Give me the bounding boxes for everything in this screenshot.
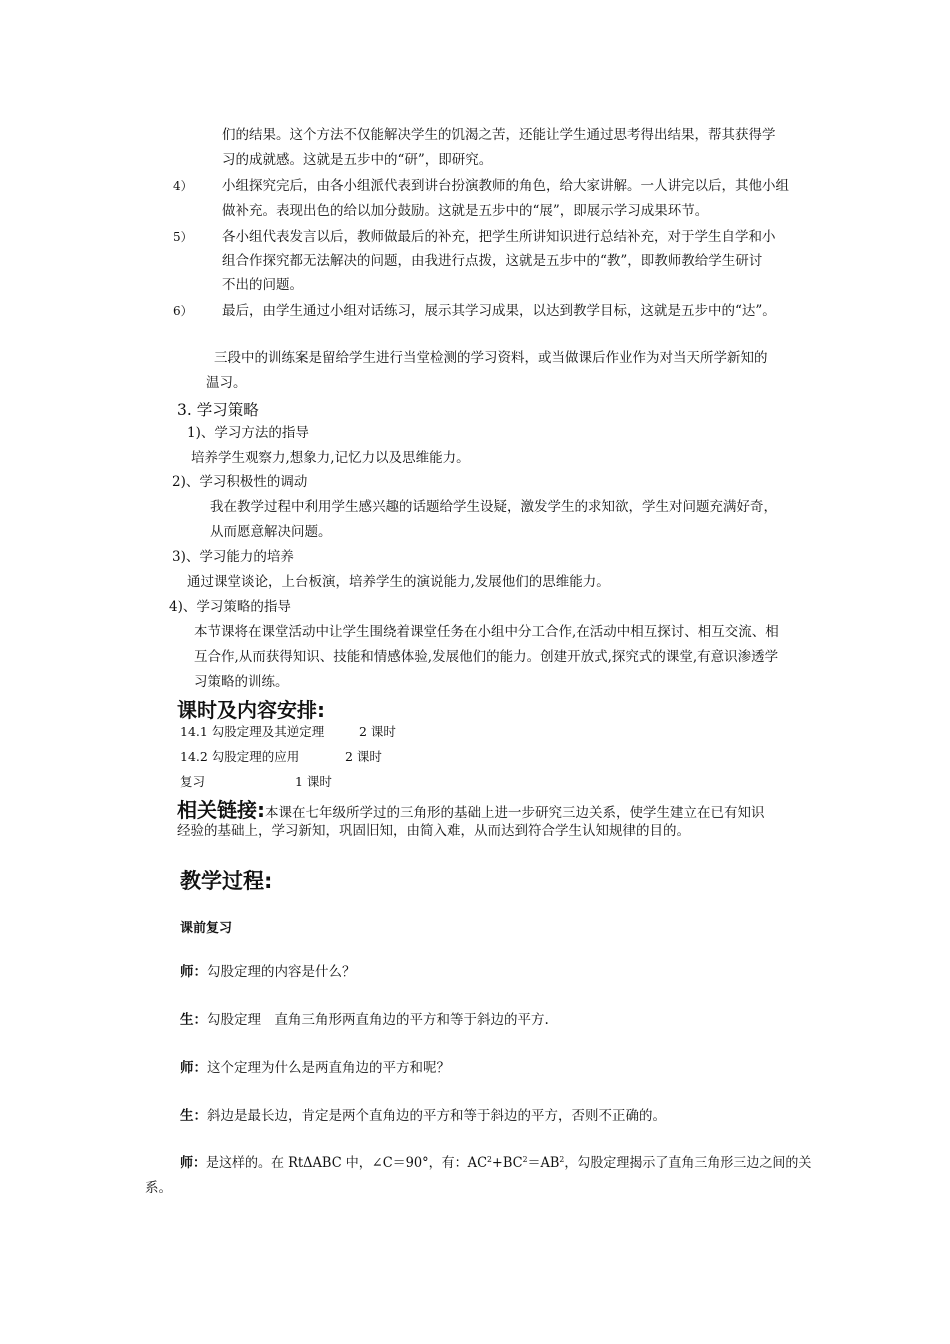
- continuation-line-2: 习的成就感。这就是五步中的“研”，即研究。: [222, 152, 493, 168]
- strategy-item-text: 习策略的训练。: [194, 674, 289, 690]
- strategy-item-text: 从而愿意解决问题。: [210, 524, 332, 540]
- dialogue-speaker: 师：: [180, 1060, 207, 1076]
- strategy-item-text: 通过课堂谈论，上台板演，培养学生的演说能力,发展他们的思维能力。: [187, 574, 610, 590]
- schedule-row-name: 14.1 勾股定理及其逆定理: [180, 724, 325, 739]
- process-subheading: 课前复习: [180, 921, 233, 936]
- step-line: 小组探究完后，由各小组派代表到讲台扮演教师的角色，给大家讲解。一人讲完以后，其他小组: [222, 178, 789, 194]
- dialogue-line: [180, 960, 356, 985]
- schedule-row-hours: 2 课时: [359, 724, 396, 739]
- schedule-row-name: 14.2 勾股定理的应用: [180, 749, 300, 764]
- schedule-row-name: 复习: [180, 774, 206, 789]
- formula-text: ，勾股定理揭示了直角三角形三边之间的关: [564, 1155, 812, 1171]
- dialogue-text: 斜边是最长边，肯定是两个直角边的平方和等于斜边的平方，否则不正确的。: [207, 1108, 666, 1124]
- dialogue-line: [180, 1104, 666, 1129]
- step-line: 不出的问题。: [222, 277, 303, 293]
- schedule-row-hours: 2 课时: [345, 749, 382, 764]
- training-note-line-1: 三段中的训练案是留给学生进行当堂检测的学习资料，或当做课后作业作为对当天所学新知的: [214, 350, 768, 366]
- strategy-item-title: 3)、学习能力的培养: [172, 549, 294, 565]
- dialogue-speaker: 生：: [180, 1108, 207, 1124]
- dialogue-text: 勾股定理的内容是什么？: [207, 964, 356, 980]
- related-line-2: 经验的基础上，学习新知，巩固旧知，由简入难，从而达到符合学生认知规律的目的。: [177, 823, 690, 839]
- step-line: 做补充。表现出色的给以加分鼓励。这就是五步中的“展”，即展示学习成果环节。: [222, 203, 709, 219]
- dialogue-speaker: 生：: [180, 1012, 207, 1028]
- related-heading: 相关链接:: [177, 798, 265, 822]
- training-note-line-2: 温习。: [206, 375, 247, 391]
- dialogue-final-line: [180, 1151, 811, 1176]
- dialogue-speaker: 师：: [180, 964, 207, 980]
- dialogue-speaker: 师：: [180, 1155, 207, 1171]
- dialogue-text: 勾股定理 直角三角形两直角边的平方和等于斜边的平方.: [207, 1012, 549, 1028]
- step-number: 4）: [173, 179, 193, 193]
- superscript: 2: [487, 1155, 492, 1164]
- step-number: 5）: [173, 230, 193, 244]
- continuation-line-1: 们的结果。这个方法不仅能解决学生的饥渴之苦，还能让学生通过思考得出结果，帮其获得学: [222, 127, 776, 143]
- schedule-row-hours: 1 课时: [295, 774, 332, 789]
- dialogue-line: [180, 1008, 549, 1033]
- formula-text: ＝AB: [527, 1155, 560, 1171]
- step-line: 各小组代表发言以后，教师做最后的补充，把学生所讲知识进行总结补充，对于学生自学和小: [222, 229, 776, 245]
- step-line: 最后，由学生通过小组对话练习，展示其学习成果，以达到教学目标，这就是五步中的“达”。: [222, 303, 776, 319]
- strategy-heading: 3. 学习策略: [177, 401, 259, 419]
- related-text: 本课在七年级所学过的三角形的基础上进一步研究三边关系，使学生建立在已有知识: [265, 805, 765, 821]
- dialogue-line: [180, 1056, 450, 1081]
- superscript: 2: [522, 1155, 528, 1164]
- dialogue-final-wrap: 系。: [145, 1180, 172, 1196]
- process-heading: 教学过程:: [180, 869, 273, 893]
- strategy-item-text: 我在教学过程中利用学生感兴趣的话题给学生设疑，激发学生的求知欲，学生对问题充满好奇，: [210, 499, 777, 515]
- formula-text: 是这样的。在 RtΔABC 中，∠C＝90°，有：AC: [206, 1155, 488, 1171]
- strategy-item-text: 培养学生观察力,想象力,记忆力以及思维能力。: [191, 450, 470, 466]
- formula-text: +BC: [491, 1155, 523, 1171]
- superscript: 2: [559, 1155, 565, 1164]
- strategy-item-title: 2)、学习积极性的调动: [172, 474, 308, 490]
- strategy-item-text: 互合作,从而获得知识、技能和情感体验,发展他们的能力。创建开放式,探究式的课堂,有意识渗透学: [194, 649, 779, 665]
- step-line: 组合作探究都无法解决的问题，由我进行点拨，这就是五步中的“教”，即教师教给学生研讨: [222, 253, 763, 269]
- schedule-heading: 课时及内容安排:: [177, 698, 325, 722]
- strategy-item-title: 4)、学习策略的指导: [169, 599, 291, 615]
- strategy-item-text: 本节课将在课堂活动中让学生围绕着课堂任务在小组中分工合作,在活动中相互探讨、相互交流、相: [194, 624, 779, 640]
- strategy-item-title: 1)、学习方法的指导: [187, 425, 309, 441]
- step-number: 6）: [173, 304, 193, 318]
- dialogue-text: 这个定理为什么是两直角边的平方和呢？: [207, 1060, 450, 1076]
